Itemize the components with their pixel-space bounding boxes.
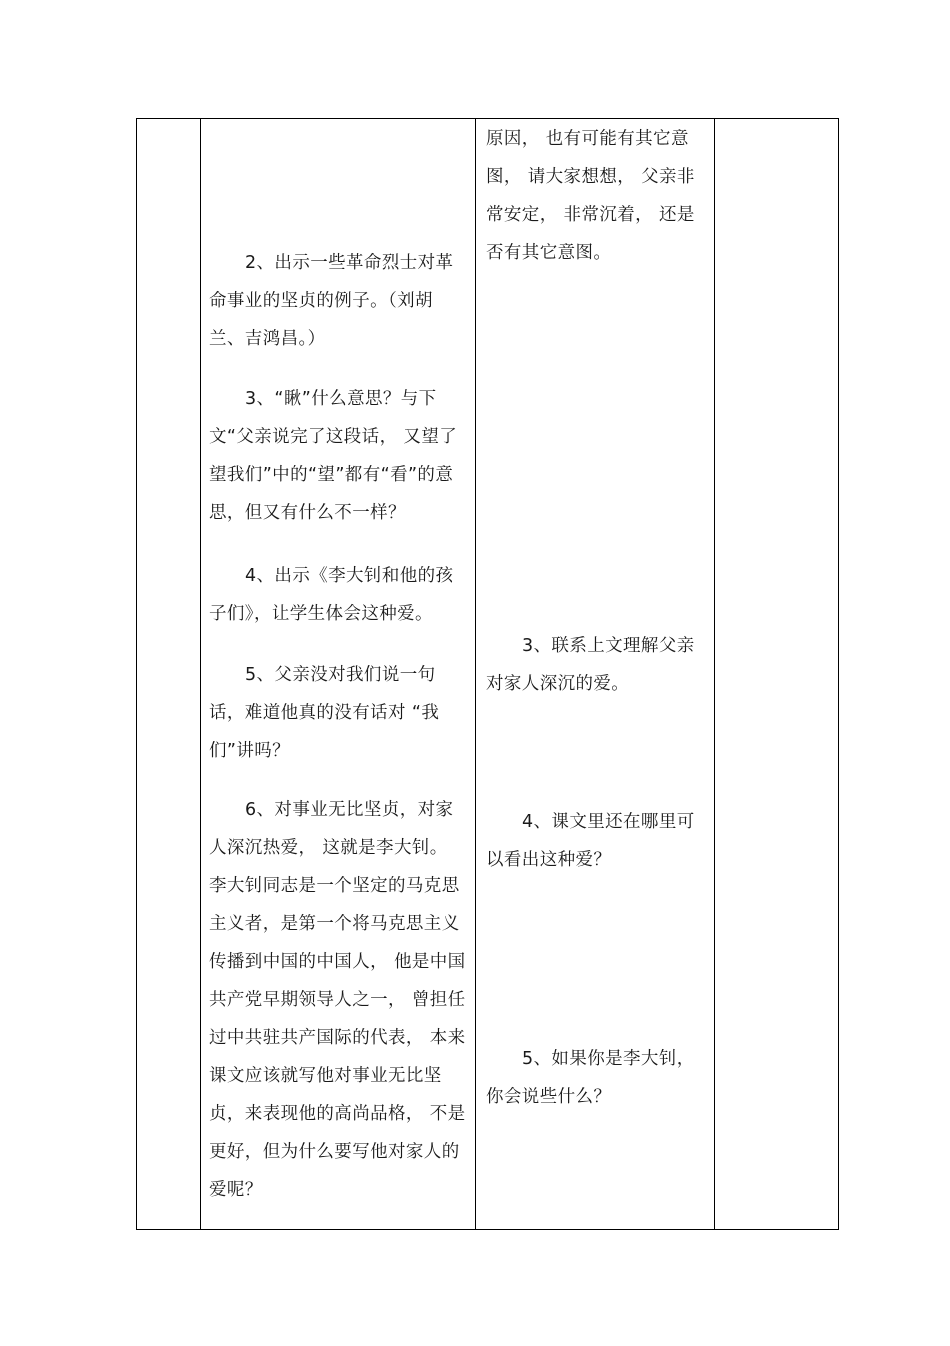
teacher-step-3: 3、“瞅”什么意思？与下文“父亲说完了这段话， 又望了望我们”中的“望”都有“看”的意思，但又有什么不一样？: [209, 389, 458, 523]
teacher-step-4: 4、出示《李大钊和他的孩子们》，让学生体会这种爱。: [209, 566, 454, 624]
lesson-table: [136, 118, 839, 1230]
table-cell-col2: [209, 119, 467, 1229]
student-step-3: 3、联系上文理解父亲对家人深沉的爱。: [486, 636, 695, 694]
teacher-step-2: 2、出示一些革命烈士对革命事业的坚贞的例子。（刘胡兰、吉鸿昌。）: [209, 253, 454, 349]
student-step-5: 5、如果你是李大钊，你会说些什么？: [486, 1049, 695, 1107]
table-cell-col4: [715, 119, 838, 1229]
student-step-continued: 原因， 也有可能有其它意图， 请大家想想， 父亲非常安定， 非常沉着， 还是否有其它意图。: [486, 129, 695, 263]
teacher-step-6: 6、对事业无比坚贞，对家人深沉热爱， 这就是李大钊。 李大钊同志是一个坚定的马克思主义者，是第一个将马克思主义传播到中国的中国人， 他是中国共产党早期领导人之一， 曾担任过中共驻共产国际的代表， 本来课文应该就写他对事业无比坚贞，来表现他的高尚品格， 不是更好，但为什么要写他对家人的爱呢？: [209, 800, 466, 1200]
student-step-4: 4、课文里还在哪里可以看出这种爱？: [486, 812, 695, 870]
table-cell-col3: [486, 119, 706, 1229]
teacher-step-5: 5、父亲没对我们说一句话，难道他真的没有话对 “我们”讲吗？: [209, 665, 440, 761]
table-cell-col1: [137, 119, 200, 1229]
column-divider: [200, 119, 201, 1229]
column-divider: [475, 119, 476, 1229]
